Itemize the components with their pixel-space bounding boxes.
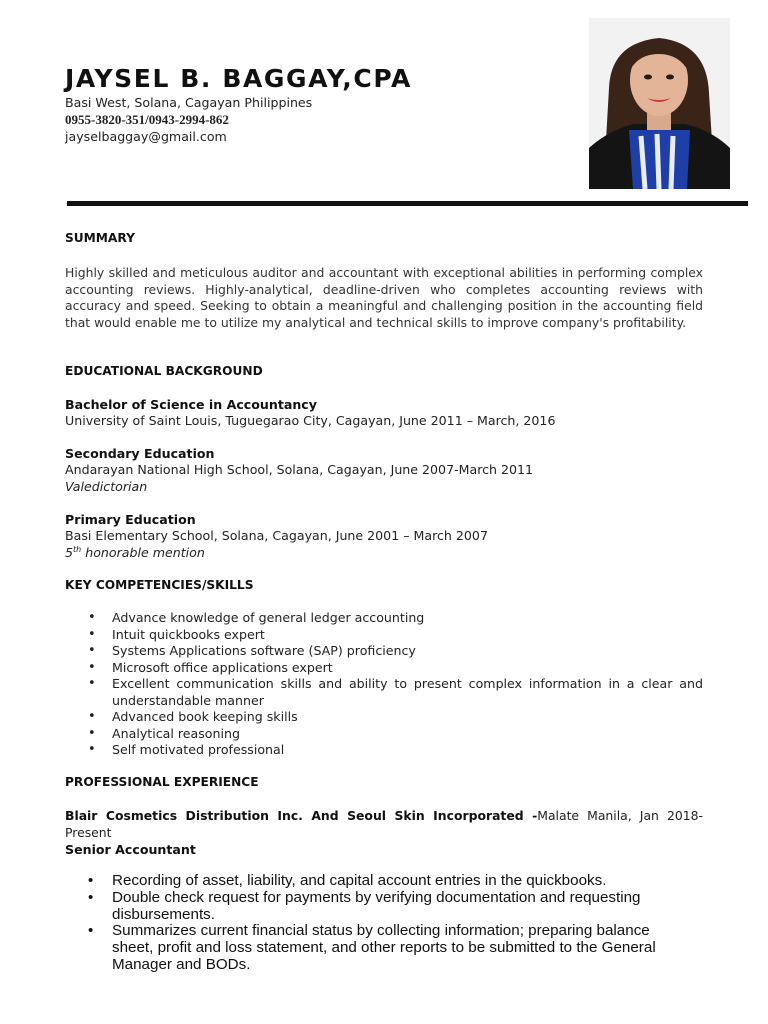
skill-item: • Advance knowledge of general ledger accounting — [88, 610, 703, 627]
education-honor-secondary: Valedictorian — [65, 479, 148, 494]
duty-item: • Double check request for payments by verifying documentation and requesting disbursements. — [88, 890, 688, 924]
skill-item: • Self motivated professional — [88, 742, 703, 759]
job-title: Senior Accountant — [65, 842, 196, 857]
education-honor-primary — [65, 545, 205, 560]
skill-item: • Microsoft office applications expert — [88, 660, 703, 677]
skill-item: • Advanced book keeping skills — [88, 709, 703, 726]
profile-photo — [589, 18, 730, 189]
header-divider — [67, 201, 748, 206]
skill-item: • Systems Applications software (SAP) proficiency — [88, 643, 703, 660]
experience-heading: PROFESSIONAL EXPERIENCE — [65, 775, 259, 789]
honor-rank-text: honorable mention — [81, 545, 205, 561]
summary-text: Highly skilled and meticulous auditor and accountant with exceptional abilities in performing complex accounting reviews. Highly-analytical, deadline-driven who completes accounting reviews with accuracy and speed. Seeking to obtain a meaningful and challenging position in the accounting field that would enable me to utilize my analytical and technical skills to improve company's profitability. — [65, 265, 703, 330]
employer-location-dates: Malate Manila, Jan 2018-Present — [65, 808, 703, 840]
education-heading: EDUCATIONAL BACKGROUND — [65, 364, 263, 378]
education-degree-college: Bachelor of Science in Accountancy — [65, 397, 317, 412]
candidate-name: JAYSEL B. BAGGAY,CPA — [65, 64, 412, 93]
education-school-secondary: Andarayan National High School, Solana, Cagayan, June 2007-March 2011 — [65, 462, 534, 477]
skill-item: • Excellent communication skills and ability to present complex information in a clear and understandable manner — [88, 676, 703, 709]
duty-item: • Summarizes current financial status by collecting information; preparing balance sheet, profit and loss statement, and other reports to be submitted to the General Manager and BODs. — [88, 923, 688, 973]
experience-employer — [65, 808, 703, 841]
duty-item: • Recording of asset, liability, and capital account entries in the quickbooks. — [88, 873, 688, 890]
phone-line: 0955-3820-351/0943-2994-862 — [65, 112, 229, 127]
portrait-illustration — [589, 18, 730, 189]
honor-rank-suffix: th — [73, 545, 82, 554]
skills-heading: KEY COMPETENCIES/SKILLS — [65, 578, 254, 592]
duties-list — [88, 873, 688, 974]
address-line: Basi West, Solana, Cagayan Philippines — [65, 95, 313, 110]
education-school-primary: Basi Elementary School, Solana, Cagayan, June 2001 – March 2007 — [65, 528, 488, 543]
honor-rank-number: 5 — [65, 545, 74, 561]
employer-name: Blair Cosmetics Distribution Inc. And Seoul Skin Incorporated - — [65, 808, 538, 823]
email-line: jayselbaggay@gmail.com — [65, 129, 227, 144]
skill-item: • Analytical reasoning — [88, 726, 703, 743]
education-school-college: University of Saint Louis, Tuguegarao City, Cagayan, June 2011 – March, 2016 — [65, 413, 556, 428]
summary-heading: SUMMARY — [65, 231, 135, 245]
education-degree-primary: Primary Education — [65, 512, 196, 527]
skills-list — [88, 610, 703, 759]
education-degree-secondary: Secondary Education — [65, 446, 215, 461]
skill-item: • Intuit quickbooks expert — [88, 627, 703, 644]
